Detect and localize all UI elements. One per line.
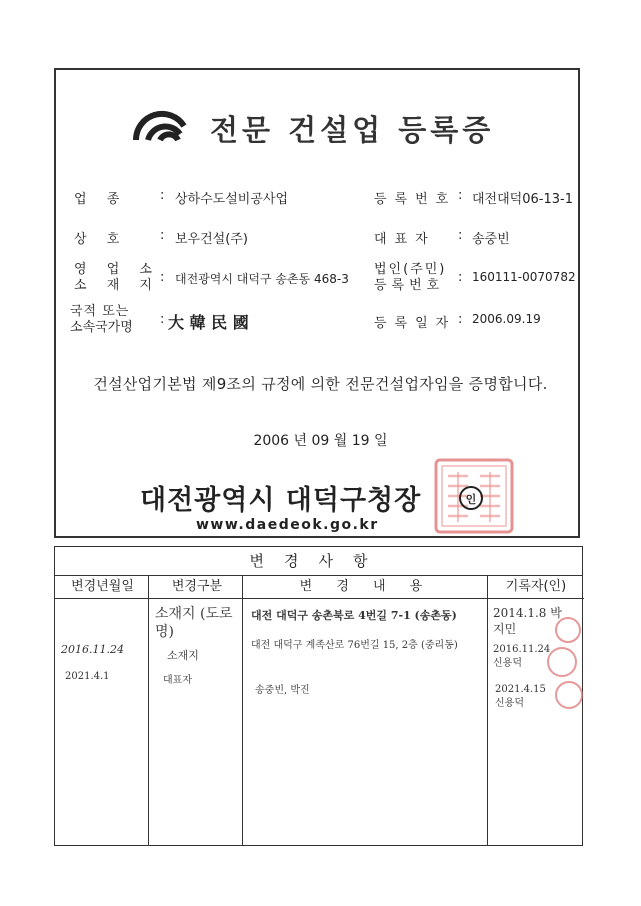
nationality-label-line-2: 소속국가명 xyxy=(70,320,133,335)
address-label-line-2: 소 재 지 xyxy=(74,278,160,293)
reg-no-label: 등록번호 xyxy=(374,192,457,207)
address-value: 대전광역시 대덕구 송촌동 468-3 xyxy=(175,272,349,286)
colon: : xyxy=(458,188,463,203)
divider xyxy=(487,575,488,845)
trade-name-value: 보우건설(주) xyxy=(175,232,248,247)
business-type-value: 상하수도설비공사업 xyxy=(175,192,289,207)
reg-date-label: 등록일자 xyxy=(374,316,457,331)
col-change-content: 변 경 내 용 xyxy=(244,575,488,599)
row-3-date: 2021.4.1 xyxy=(65,671,110,682)
reg-no-value: 대전대덕06-13-1 xyxy=(472,192,573,207)
seal-mark: 인 xyxy=(459,486,483,510)
row-3-category: 대표자 xyxy=(163,675,192,686)
changes-table xyxy=(54,546,583,846)
row-1-category: 소재지 (도로명) xyxy=(155,606,233,640)
address-label xyxy=(74,262,160,294)
colon: : xyxy=(160,188,165,203)
recorder-stamp xyxy=(547,647,577,677)
certification-statement: 건설산업기본법 제9조의 규정에 의한 전문건설업자임을 증명합니다. xyxy=(93,375,548,393)
col-change-date: 변경년월일 xyxy=(55,575,150,599)
corp-no-label xyxy=(374,262,446,294)
issuer-name: 대전광역시 대덕구청장 xyxy=(140,485,422,516)
colon: : xyxy=(458,228,463,243)
corp-no-label-line-2: 등록번호 xyxy=(374,278,445,293)
colon: : xyxy=(160,312,165,327)
recorder-stamp xyxy=(555,681,583,709)
representative-value: 송중빈 xyxy=(472,232,510,247)
divider xyxy=(148,575,149,845)
business-type-label: 업 종 xyxy=(74,192,128,207)
trade-name-label: 상 호 xyxy=(74,232,128,247)
row-1-date: 2016.11.24 xyxy=(61,643,124,656)
colon: : xyxy=(458,312,463,327)
nationality-label xyxy=(70,304,133,336)
changes-title: 변경사항 xyxy=(55,547,582,576)
col-recorder: 기록자(인) xyxy=(488,575,584,599)
corp-no-value: 160111-0070782 xyxy=(472,270,576,284)
nationality-label-line-1: 국적 또는 xyxy=(70,304,130,319)
row-1-recorder: 2014.1.8 박지민 xyxy=(493,606,562,636)
row-3-content: 송중빈, 박진 xyxy=(255,685,310,696)
address-label-line-1: 영 업 소 xyxy=(74,262,160,277)
recorder-stamp xyxy=(555,617,581,643)
divider xyxy=(242,575,243,845)
row-2-category: 소재지 xyxy=(167,649,199,662)
issue-date: 2006 년 09 월 19 일 xyxy=(253,433,388,449)
row-1-content: 대전 대덕구 송촌북로 4번길 7-1 (송촌동) xyxy=(251,609,457,622)
nationality-value: 大 韓 民 國 xyxy=(168,313,249,332)
website-url[interactable]: www.daedeok.go.kr xyxy=(196,517,379,533)
colon: : xyxy=(458,270,463,285)
representative-label: 대표자 xyxy=(374,232,436,247)
colon: : xyxy=(160,228,165,243)
row-3-recorder: 2021.4.15 신용덕 xyxy=(495,684,546,709)
corp-no-label-line-1: 법인(주민) xyxy=(374,262,447,277)
colon: : xyxy=(160,270,165,285)
page-title: 전문 건설업 등록증 xyxy=(210,113,495,147)
row-2-content: 대전 대덕구 계족산로 76번길 15, 2층 (중리동) xyxy=(251,640,458,651)
row-2-recorder: 2016.11.24 신용덕 xyxy=(493,644,551,669)
reg-date-value: 2006.09.19 xyxy=(472,312,541,326)
col-change-category: 변경구분 xyxy=(150,575,244,599)
